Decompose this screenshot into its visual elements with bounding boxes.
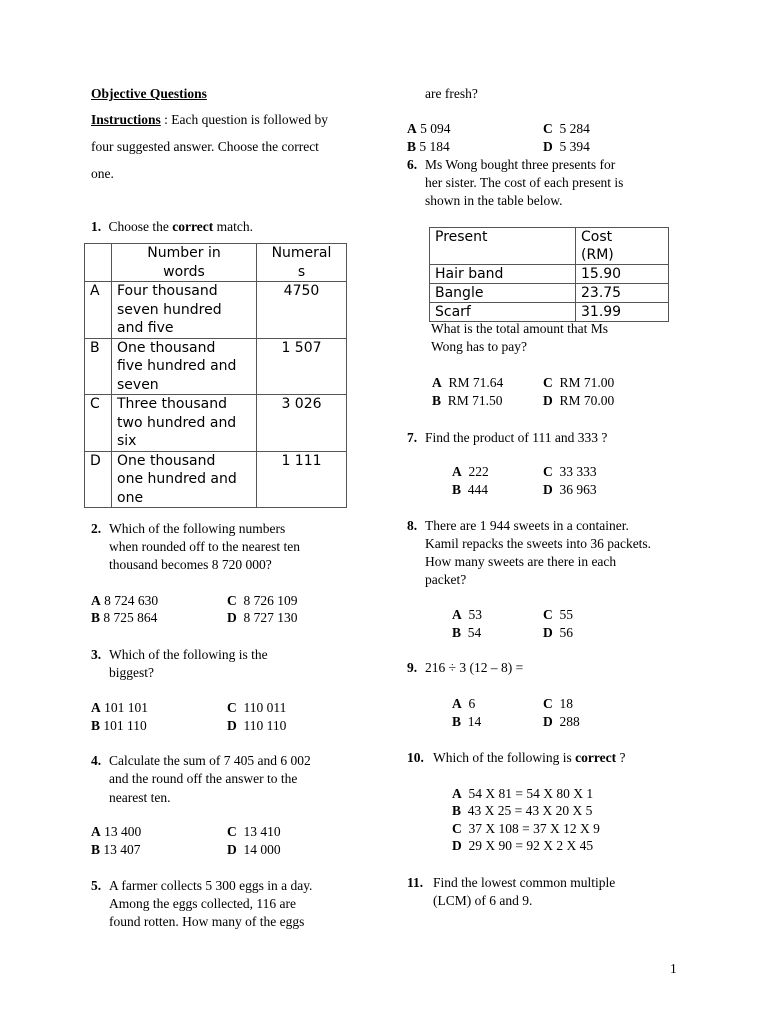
question-text: Choose the (108, 219, 173, 234)
option-c[interactable]: C 33 333 (543, 464, 597, 479)
question-text: when rounded off to the nearest ten (109, 539, 300, 554)
table-header: Numeral s (257, 244, 347, 282)
table-row (85, 282, 347, 339)
question-text: Calculate the sum of 7 405 and 6 002 (109, 753, 311, 768)
numeral: 3 026 (257, 395, 347, 452)
question-number: 1. (91, 219, 102, 234)
question-text: Which of the following numbers (109, 521, 286, 536)
table-row (85, 395, 347, 452)
option-c[interactable]: C 8 726 109 (227, 593, 298, 608)
instructions: Instructions : Each question is followed by (91, 112, 328, 127)
option-b[interactable]: B 8 725 864 (91, 610, 158, 625)
question-text: nearest ten. (109, 790, 171, 805)
question-text: (LCM) of 6 and 9. (433, 893, 533, 908)
instructions-label: Instructions (91, 112, 161, 127)
row-letter: D (85, 451, 112, 508)
option-b[interactable]: B 13 407 (91, 842, 141, 857)
question-text: shown in the table below. (425, 193, 563, 208)
instructions-line: four suggested answer. Choose the correct (91, 139, 319, 154)
option-b[interactable]: B 43 X 25 = 43 X 20 X 5 (452, 803, 593, 818)
question-number: 7. (407, 430, 418, 445)
question-number: 3. (91, 647, 102, 662)
question-number: 6. (407, 157, 418, 172)
item: Hair band (430, 265, 576, 284)
option-a[interactable]: A 53 (452, 607, 482, 622)
option-d[interactable]: D 36 963 (543, 482, 597, 497)
question-text: Kamil repacks the sweets into 36 packets. (425, 536, 652, 551)
number-in-words: One thousand five hundred and seven (112, 338, 257, 395)
question-text: 216 ÷ 3 (12 – 8) = (425, 660, 524, 675)
option-c[interactable]: C 5 284 (543, 121, 590, 136)
option-a[interactable]: A 54 X 81 = 54 X 80 X 1 (452, 786, 594, 801)
cost: 23.75 (576, 284, 669, 303)
table-header: Number in words (112, 244, 257, 282)
question-text: Among the eggs collected, 116 are (109, 896, 296, 911)
question-text: What is the total amount that Ms (431, 321, 608, 336)
question-text: thousand becomes 8 720 000? (109, 557, 272, 572)
table-row (85, 451, 347, 508)
question-text: match. (213, 219, 253, 234)
option-b[interactable]: B 14 (452, 714, 482, 729)
question-text: Which of the following is correct ? (433, 750, 626, 765)
option-d[interactable]: D 29 X 90 = 92 X 2 X 45 (452, 838, 594, 853)
option-c[interactable]: C 13 410 (227, 824, 281, 839)
question-text: packet? (425, 572, 467, 587)
table-header: Cost (RM) (576, 228, 669, 265)
question-text: biggest? (109, 665, 154, 680)
option-d[interactable]: D RM 70.00 (543, 393, 615, 408)
numeral: 1 111 (257, 451, 347, 508)
table-row (430, 284, 669, 303)
instructions-line: one. (91, 166, 114, 181)
question-text: are fresh? (425, 86, 478, 101)
question-text: Which of the following is the (109, 647, 268, 662)
question-text: A farmer collects 5 300 eggs in a day. (109, 878, 313, 893)
number-in-words: Three thousand two hundred and six (112, 395, 257, 452)
table-header-row (430, 228, 669, 265)
number-in-words: One thousand one hundred and one (112, 451, 257, 508)
option-a[interactable]: A 5 094 (407, 121, 451, 136)
question-text: Ms Wong bought three presents for (425, 157, 616, 172)
row-letter: C (85, 395, 112, 452)
row-letter: A (85, 282, 112, 339)
option-d[interactable]: D 56 (543, 625, 573, 640)
option-a[interactable]: A 222 (452, 464, 489, 479)
question-number: 10. (407, 750, 424, 765)
option-b[interactable]: B 444 (452, 482, 489, 497)
table-header-row (85, 244, 347, 282)
option-a[interactable]: A 8 724 630 (91, 593, 159, 608)
table-row (430, 303, 669, 322)
option-d[interactable]: D 110 110 (227, 718, 287, 733)
question-1 (91, 219, 253, 235)
page-title: Objective Questions (91, 86, 207, 101)
option-b[interactable]: B 101 110 (91, 718, 147, 733)
question-text: and the round off the answer to the (109, 771, 298, 786)
question-number: 8. (407, 518, 418, 533)
question-number: 2. (91, 521, 102, 536)
question-text: Find the lowest common multiple (433, 875, 616, 890)
question-text: There are 1 944 sweets in a container. (425, 518, 629, 533)
option-c[interactable]: C 55 (543, 607, 573, 622)
question-number: 5. (91, 878, 102, 893)
question-emphasis: correct (172, 219, 214, 234)
item: Scarf (430, 303, 576, 322)
numeral: 1 507 (257, 338, 347, 395)
option-d[interactable]: D 14 000 (227, 842, 281, 857)
cost: 15.90 (576, 265, 669, 284)
item: Bangle (430, 284, 576, 303)
row-letter: B (85, 338, 112, 395)
table-row (85, 338, 347, 395)
option-a[interactable]: A 6 (452, 696, 476, 711)
option-c[interactable]: C 37 X 108 = 37 X 12 X 9 (452, 821, 600, 836)
question-number: 4. (91, 753, 102, 768)
option-c[interactable]: C 110 011 (227, 700, 287, 715)
option-a[interactable]: A 13 400 (91, 824, 142, 839)
match-table (84, 243, 347, 508)
option-a[interactable]: A 101 101 (91, 700, 148, 715)
question-text: How many sweets are there in each (425, 554, 617, 569)
option-b[interactable]: B 5 184 (407, 139, 450, 154)
question-text: Find the product of 111 and 333 ? (425, 430, 608, 445)
table-cell (85, 244, 112, 282)
option-d[interactable]: D 8 727 130 (227, 610, 298, 625)
option-b[interactable]: B RM 71.50 (432, 393, 503, 408)
number-in-words: Four thousand seven hundred and five (112, 282, 257, 339)
question-number: 11. (407, 875, 424, 890)
question-text: found rotten. How many of the eggs (109, 914, 305, 929)
option-d[interactable]: D 5 394 (543, 139, 590, 154)
option-c[interactable]: C 18 (543, 696, 573, 711)
option-c[interactable]: C RM 71.00 (543, 375, 615, 390)
numeral: 4750 (257, 282, 347, 339)
page-number: 1 (670, 961, 677, 976)
table-header: Present (430, 228, 576, 265)
question-number: 9. (407, 660, 418, 675)
question-text: Wong has to pay? (431, 339, 528, 354)
cost: 31.99 (576, 303, 669, 322)
cost-table (429, 227, 669, 322)
option-d[interactable]: D 288 (543, 714, 580, 729)
question-text: her sister. The cost of each present is (425, 175, 624, 190)
table-row (430, 265, 669, 284)
option-a[interactable]: A RM 71.64 (432, 375, 504, 390)
option-b[interactable]: B 54 (452, 625, 482, 640)
